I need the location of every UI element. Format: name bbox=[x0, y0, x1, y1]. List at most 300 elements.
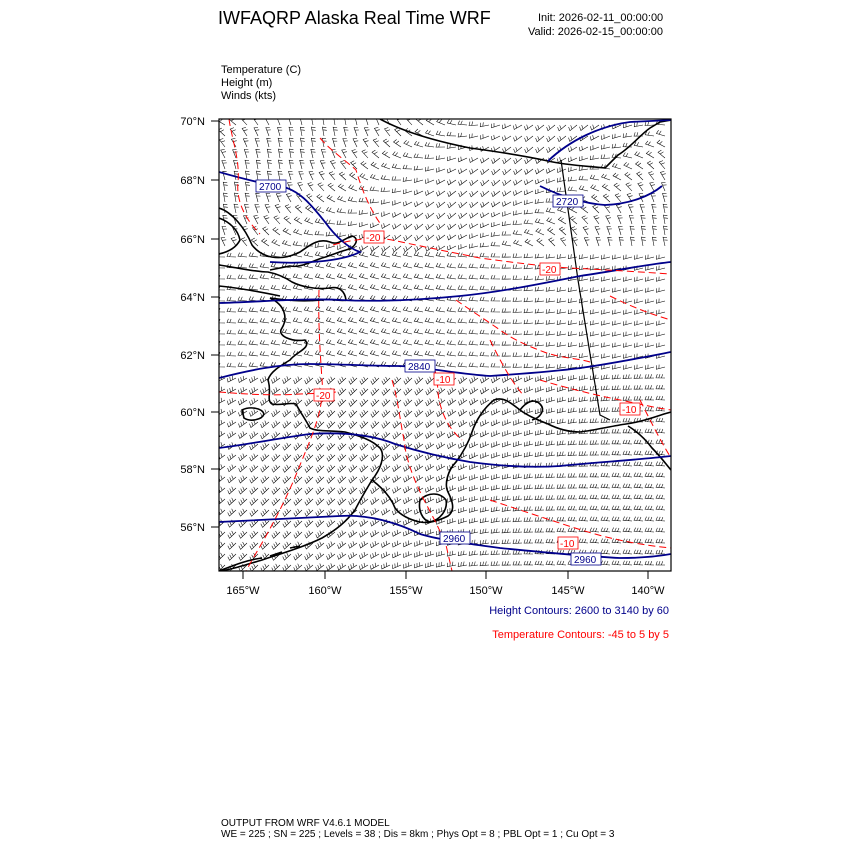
wind-barb bbox=[338, 552, 347, 559]
wind-barb bbox=[447, 420, 456, 427]
wind-barb bbox=[612, 332, 621, 337]
wind-barb bbox=[414, 307, 423, 312]
wind-barb bbox=[392, 224, 401, 229]
wind-barb bbox=[382, 388, 390, 395]
wind-barb bbox=[360, 410, 368, 417]
wind-barb bbox=[381, 530, 390, 537]
wind-barb bbox=[266, 127, 271, 136]
wind-barb bbox=[459, 180, 468, 185]
wind-barb bbox=[327, 553, 336, 560]
wind-barb bbox=[239, 431, 248, 438]
wind-barb bbox=[283, 376, 292, 383]
wind-barb bbox=[590, 418, 599, 422]
wind-barb bbox=[502, 496, 511, 501]
wind-barb bbox=[616, 204, 621, 213]
wind-barb bbox=[645, 131, 654, 136]
wind-barb bbox=[447, 285, 456, 290]
wind-barb bbox=[310, 160, 315, 169]
wind-barb bbox=[590, 386, 599, 391]
wind-barb bbox=[415, 399, 423, 406]
wind-barb bbox=[491, 518, 500, 523]
wind-barb bbox=[656, 517, 665, 521]
wind-barb bbox=[349, 498, 357, 505]
wind-barb bbox=[261, 509, 269, 516]
wind-barb bbox=[337, 350, 346, 356]
wind-barb bbox=[393, 388, 401, 395]
wind-barb bbox=[245, 193, 250, 202]
wind-barb bbox=[624, 162, 632, 169]
wind-barb bbox=[415, 388, 423, 395]
wind-barb bbox=[359, 273, 368, 279]
wind-barb bbox=[557, 287, 566, 291]
wind-barb bbox=[392, 329, 401, 335]
wind-barb bbox=[524, 452, 533, 457]
wind-barb bbox=[426, 202, 435, 207]
wind-barb bbox=[359, 339, 368, 345]
wind-barb bbox=[327, 542, 335, 549]
wind-barb bbox=[601, 407, 610, 411]
wind-barb bbox=[656, 277, 665, 282]
wind-barb bbox=[333, 116, 338, 125]
wind-barb bbox=[282, 329, 291, 334]
wind-barb bbox=[513, 517, 522, 521]
wind-barb bbox=[348, 317, 357, 323]
wind-barb bbox=[480, 518, 489, 523]
wind-barb bbox=[492, 191, 501, 197]
wind-barb bbox=[425, 562, 434, 568]
wind-barb bbox=[272, 376, 281, 383]
wind-barb bbox=[656, 288, 665, 293]
wind-barb bbox=[300, 138, 305, 147]
wind-barb bbox=[557, 397, 566, 402]
wind-barb bbox=[250, 509, 258, 516]
wind-barb bbox=[392, 285, 401, 291]
wind-barb bbox=[392, 552, 401, 558]
wind-barb bbox=[305, 377, 313, 384]
wind-barb bbox=[360, 465, 368, 472]
wind-barb bbox=[458, 234, 467, 239]
wind-barb bbox=[238, 376, 247, 383]
wind-barb bbox=[613, 173, 621, 180]
wind-barb bbox=[656, 550, 665, 554]
wind-barb bbox=[403, 263, 412, 268]
wind-barb bbox=[305, 498, 313, 505]
init-time: Init: 2026-02-11_00:00:00 bbox=[538, 12, 664, 24]
wind-barb bbox=[546, 441, 555, 446]
wind-barb bbox=[459, 191, 467, 197]
wind-barb bbox=[436, 362, 445, 367]
wind-barb bbox=[221, 149, 226, 158]
wind-barb bbox=[579, 451, 588, 455]
wind-barb bbox=[492, 180, 500, 186]
wind-barb bbox=[601, 343, 610, 348]
wind-barb bbox=[568, 397, 577, 402]
wind-barb bbox=[458, 307, 467, 312]
wind-barb bbox=[524, 179, 533, 184]
wind-barb bbox=[525, 136, 534, 142]
wind-barb bbox=[568, 320, 577, 325]
wind-barb bbox=[557, 298, 566, 302]
wind-barb bbox=[348, 262, 357, 268]
wind-barb bbox=[645, 550, 654, 554]
wind-barb bbox=[272, 443, 280, 450]
wind-barb bbox=[607, 226, 612, 235]
wind-barb bbox=[594, 216, 599, 225]
wind-barb bbox=[634, 506, 643, 511]
wind-barb bbox=[394, 140, 402, 148]
wind-barb bbox=[382, 151, 390, 158]
wind-barb bbox=[546, 484, 555, 488]
wind-barb bbox=[333, 127, 338, 136]
wind-barb bbox=[278, 160, 282, 169]
wind-barb bbox=[557, 517, 566, 521]
wind-barb bbox=[503, 169, 511, 175]
wind-barb bbox=[480, 286, 489, 290]
wind-barb bbox=[623, 561, 632, 565]
wind-barb bbox=[359, 552, 368, 559]
wind-barb bbox=[406, 117, 412, 125]
lat-tick-labels bbox=[180, 116, 205, 534]
wind-barb bbox=[333, 138, 338, 147]
wind-barb bbox=[299, 171, 304, 180]
wind-barb bbox=[414, 318, 423, 323]
wind-barb bbox=[250, 498, 258, 505]
wind-barb bbox=[447, 486, 456, 492]
wind-barb bbox=[568, 517, 577, 521]
lat-label: 64°N bbox=[180, 292, 205, 304]
wind-barb bbox=[590, 506, 599, 510]
wind-barb bbox=[294, 399, 302, 406]
wind-barb bbox=[223, 193, 228, 202]
wind-barb bbox=[524, 200, 533, 205]
wind-barb bbox=[327, 443, 335, 450]
wind-barb bbox=[381, 541, 390, 548]
wind-barb bbox=[283, 228, 291, 235]
wind-barb bbox=[535, 474, 544, 479]
temperature-label: -10 bbox=[622, 405, 637, 416]
wind-barb bbox=[557, 473, 566, 477]
wind-barb bbox=[304, 351, 313, 356]
wind-barb bbox=[304, 274, 313, 279]
wind-barb bbox=[370, 174, 379, 180]
wind-barb bbox=[491, 202, 500, 207]
wind-barb bbox=[634, 528, 643, 532]
wind-barb bbox=[216, 431, 225, 438]
wind-barb bbox=[371, 454, 379, 461]
wind-barb bbox=[480, 341, 489, 345]
wind-barb bbox=[250, 398, 259, 405]
wind-barb bbox=[273, 227, 280, 235]
wind-barb bbox=[590, 484, 599, 488]
wind-barb bbox=[425, 285, 434, 290]
variable-winds: Winds (kts) bbox=[221, 90, 276, 102]
wind-barb bbox=[558, 217, 566, 224]
wind-barb bbox=[437, 399, 445, 406]
wind-barb bbox=[524, 353, 533, 357]
wind-barb bbox=[245, 160, 250, 169]
lon-label: 140°W bbox=[631, 585, 665, 597]
wind-barb bbox=[370, 306, 379, 312]
wind-barb bbox=[250, 487, 258, 494]
wind-barb bbox=[436, 263, 445, 268]
wind-barb bbox=[645, 277, 654, 282]
wind-barb bbox=[382, 432, 390, 439]
wind-barb bbox=[535, 209, 544, 213]
wind-barb bbox=[645, 506, 654, 510]
wind-barb bbox=[267, 138, 272, 147]
temperature-label: -10 bbox=[560, 539, 575, 550]
wind-barb bbox=[513, 353, 522, 357]
wind-barb bbox=[436, 475, 445, 482]
wind-barb bbox=[393, 235, 402, 241]
wind-barb bbox=[513, 211, 522, 216]
wind-barb bbox=[436, 179, 445, 184]
wind-barb bbox=[316, 498, 324, 505]
wind-barb bbox=[337, 221, 346, 225]
wind-barb bbox=[447, 168, 456, 173]
wind-barb bbox=[557, 178, 566, 183]
wind-barb bbox=[579, 254, 588, 259]
variable-temperature: Temperature (C) bbox=[221, 64, 302, 76]
wind-barb bbox=[602, 174, 611, 180]
wind-barb bbox=[276, 193, 281, 202]
wind-barb bbox=[645, 561, 654, 565]
wind-barb bbox=[426, 130, 435, 136]
wind-barb bbox=[663, 226, 667, 235]
wind-barb bbox=[338, 184, 346, 191]
wind-barb bbox=[623, 332, 632, 337]
wind-barb bbox=[362, 150, 368, 158]
wind-barb bbox=[656, 561, 665, 565]
wind-barb bbox=[525, 158, 533, 164]
wind-barb bbox=[305, 218, 313, 224]
wind-barb bbox=[656, 266, 665, 271]
wind-barb bbox=[645, 385, 654, 389]
wind-barb bbox=[415, 410, 423, 417]
wind-barb bbox=[348, 209, 357, 213]
wind-barb bbox=[612, 299, 621, 304]
wind-barb bbox=[382, 246, 390, 252]
wind-barb bbox=[568, 375, 577, 380]
wind-barb bbox=[265, 204, 270, 213]
wind-barb bbox=[414, 190, 423, 195]
wind-barb bbox=[503, 147, 512, 152]
wind-barb bbox=[315, 231, 324, 235]
wind-barb bbox=[436, 155, 445, 160]
wind-barb bbox=[535, 169, 544, 174]
wind-barb bbox=[316, 377, 324, 384]
wind-barb bbox=[234, 204, 239, 213]
wind-barb bbox=[239, 487, 247, 494]
wind-barb bbox=[425, 464, 434, 471]
wind-barb bbox=[503, 158, 511, 164]
wind-barb bbox=[524, 441, 533, 446]
wind-barb bbox=[590, 528, 599, 532]
wind-barb bbox=[458, 157, 467, 162]
wind-barb bbox=[535, 276, 544, 280]
wind-barb bbox=[426, 421, 435, 428]
wind-barb bbox=[469, 286, 478, 290]
wind-barb bbox=[371, 162, 379, 169]
wind-barb bbox=[546, 287, 555, 291]
wind-barb bbox=[304, 329, 313, 334]
wind-barb bbox=[228, 498, 236, 505]
wind-barb bbox=[502, 430, 511, 436]
wind-barb bbox=[272, 421, 280, 428]
wind-barb bbox=[241, 238, 247, 246]
wind-barb bbox=[260, 351, 269, 356]
wind-barb bbox=[338, 196, 347, 202]
wind-barb bbox=[289, 171, 294, 180]
wind-barb bbox=[502, 550, 511, 554]
wind-barb bbox=[315, 351, 324, 357]
wind-barb bbox=[582, 216, 588, 224]
wind-barb bbox=[491, 330, 500, 334]
wind-barb bbox=[458, 224, 467, 229]
wind-barb bbox=[415, 442, 424, 449]
wind-barb bbox=[623, 321, 632, 326]
wind-barb bbox=[370, 199, 379, 203]
wind-barb bbox=[359, 186, 368, 192]
wind-barb bbox=[568, 331, 577, 336]
wind-barb bbox=[535, 484, 544, 489]
wind-barb bbox=[263, 227, 269, 235]
wind-barb bbox=[601, 354, 610, 359]
wind-barb bbox=[470, 213, 479, 218]
wind-barb bbox=[592, 195, 600, 203]
wind-barb bbox=[293, 329, 302, 334]
wind-barb bbox=[525, 239, 533, 246]
wind-barb bbox=[634, 451, 643, 455]
wind-barb bbox=[216, 330, 225, 334]
wind-barb bbox=[393, 432, 401, 439]
wind-barb bbox=[315, 318, 324, 324]
coastline-kuskokwim bbox=[219, 404, 382, 571]
wind-barb bbox=[524, 309, 533, 313]
wind-barb bbox=[414, 252, 423, 257]
wind-barb bbox=[458, 496, 467, 502]
wind-barb bbox=[469, 253, 478, 257]
wind-barb bbox=[502, 275, 511, 279]
wind-barb bbox=[447, 180, 456, 185]
wind-barb bbox=[590, 276, 599, 281]
wind-barb bbox=[524, 387, 533, 393]
wind-barb bbox=[337, 317, 346, 323]
wind-barb bbox=[447, 518, 456, 524]
wind-barb bbox=[447, 362, 456, 367]
wind-barb bbox=[469, 562, 478, 567]
wind-barb bbox=[612, 561, 621, 565]
wind-barb bbox=[612, 484, 621, 488]
wind-barb bbox=[524, 229, 533, 235]
wind-barb bbox=[359, 541, 368, 548]
wind-barb bbox=[283, 454, 291, 461]
wind-barb bbox=[568, 187, 577, 191]
wind-barb bbox=[216, 363, 225, 367]
wind-barb bbox=[656, 343, 665, 348]
wind-barb bbox=[524, 561, 533, 565]
wind-barb bbox=[370, 251, 379, 257]
wind-barb bbox=[250, 564, 258, 571]
wind-barb bbox=[612, 451, 621, 455]
wind-barb bbox=[535, 298, 544, 302]
wind-barb bbox=[448, 213, 456, 219]
wind-barb bbox=[502, 211, 511, 216]
wind-barb bbox=[502, 528, 511, 533]
wind-barb bbox=[392, 563, 401, 569]
wind-barb bbox=[337, 328, 346, 334]
wind-barb bbox=[348, 339, 357, 345]
wind-barb bbox=[238, 387, 247, 394]
wind-barb bbox=[458, 562, 467, 567]
wind-barb bbox=[425, 167, 434, 172]
wind-barb bbox=[338, 563, 347, 570]
wind-barb bbox=[326, 306, 335, 312]
wind-barb bbox=[283, 542, 291, 549]
wind-barb bbox=[469, 319, 478, 323]
wind-barb bbox=[319, 171, 324, 180]
wind-barb bbox=[436, 351, 445, 356]
wind-barb bbox=[612, 343, 621, 348]
wind-barb bbox=[634, 484, 643, 489]
wind-barb bbox=[228, 431, 237, 438]
wind-barb bbox=[393, 421, 401, 428]
wind-barb bbox=[436, 318, 445, 323]
wind-barb bbox=[448, 191, 457, 197]
wind-barb bbox=[414, 178, 423, 183]
wind-barb bbox=[514, 158, 522, 164]
wind-barb bbox=[316, 465, 324, 472]
wind-barb bbox=[645, 495, 654, 500]
wind-barb bbox=[656, 495, 665, 499]
wind-barb bbox=[283, 531, 291, 538]
wind-barb bbox=[437, 420, 446, 427]
wind-barb bbox=[250, 409, 259, 416]
wind-barb bbox=[557, 441, 566, 446]
wind-barb bbox=[267, 149, 272, 158]
wind-barb bbox=[601, 386, 610, 391]
wind-barb bbox=[261, 487, 269, 494]
wind-barb bbox=[469, 341, 478, 345]
wind-barb bbox=[238, 352, 247, 356]
wind-barb bbox=[294, 229, 303, 235]
wind-barb bbox=[403, 153, 412, 159]
wind-barb bbox=[447, 156, 456, 161]
height-label: 2960 bbox=[574, 555, 597, 566]
wind-barb bbox=[392, 307, 401, 313]
wind-barb bbox=[568, 473, 577, 477]
wind-barb bbox=[502, 231, 511, 235]
wind-barb bbox=[469, 363, 478, 367]
wind-barb bbox=[261, 465, 269, 472]
wind-barb bbox=[502, 387, 511, 394]
wind-barb bbox=[403, 508, 412, 515]
wind-barb bbox=[579, 186, 588, 192]
wind-barb bbox=[381, 339, 390, 345]
wind-barb bbox=[249, 329, 258, 334]
wind-barb bbox=[458, 263, 467, 268]
wind-barb bbox=[469, 244, 478, 249]
wind-barb bbox=[502, 419, 511, 425]
wind-barb bbox=[524, 265, 533, 269]
wind-barb bbox=[222, 160, 227, 169]
height-contour-2780 bbox=[219, 262, 671, 303]
wind-barb bbox=[447, 235, 456, 240]
wind-barb bbox=[381, 273, 390, 279]
wind-barb bbox=[524, 190, 533, 195]
wind-barb bbox=[359, 284, 368, 290]
wind-barb bbox=[645, 374, 654, 378]
